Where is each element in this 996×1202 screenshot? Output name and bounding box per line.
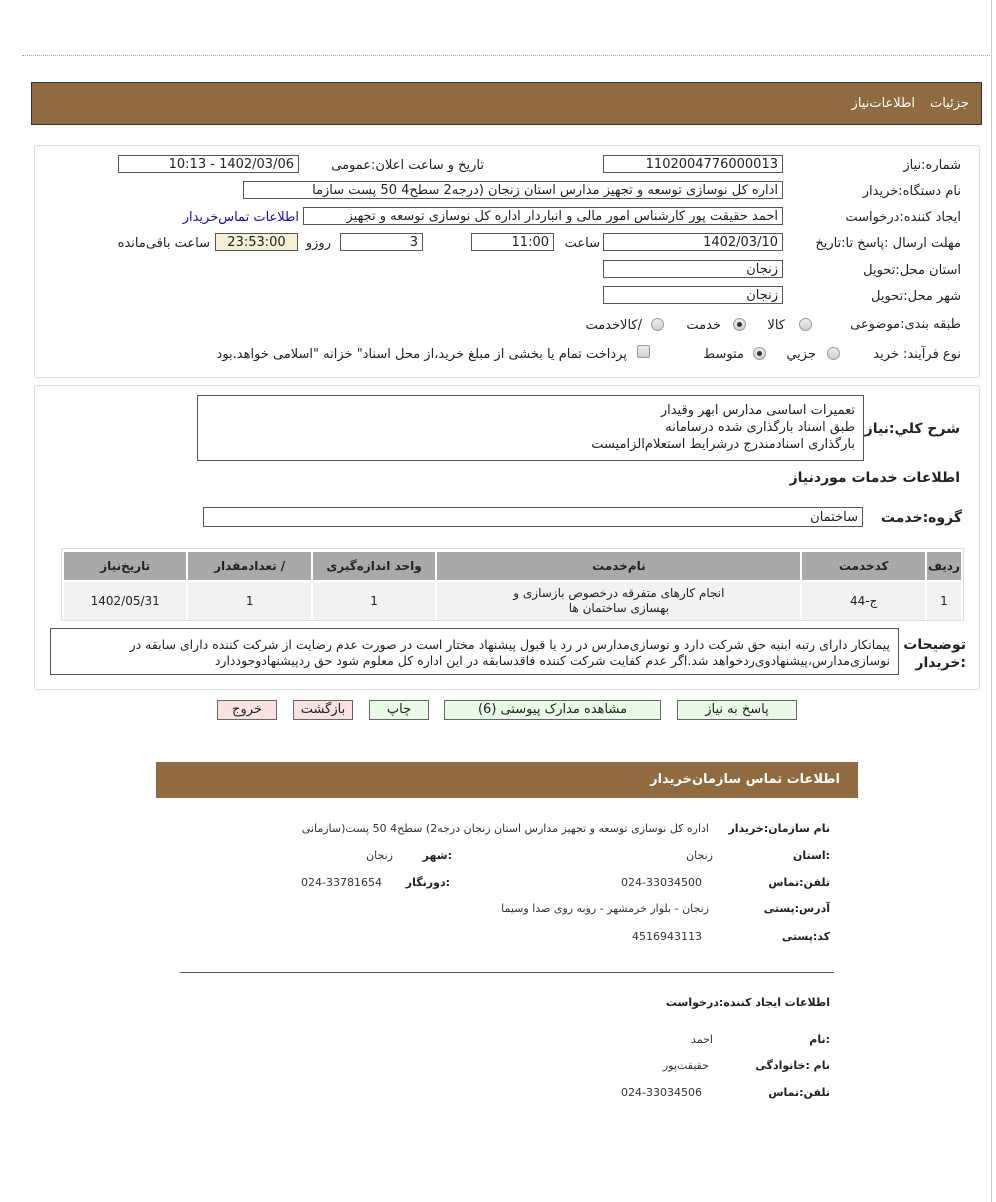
print-button[interactable]: چاپ: [369, 700, 429, 720]
col-service-code: کدخدمت: [802, 552, 924, 580]
deadline-date-field: 1402/03/10: [603, 233, 783, 251]
contact-title: اطلاعات تماس سازمان‌خریدار: [650, 772, 840, 787]
contact-address-label: آدرس:پستی: [763, 902, 830, 915]
services-table-header: [64, 552, 961, 580]
creator-field: احمد حقیقت پور کارشناس امور مالی و انباردار اداره کل نوسازی توسعه و تجهیز: [303, 207, 783, 225]
announce-field: 1402/03/06 - 10:13: [118, 155, 299, 173]
services-table: [62, 550, 963, 622]
buyer-notes-line-2: نوسازی‌مدارس،پیشنهادوی‌ردخواهد شد.اگر عدم کفایت شرکت کننده فاقدسابقه در این اداره کل معلوم شود حق ردپیشنهادوجوددارد: [214, 653, 890, 668]
contact-province-value: زنجان: [686, 849, 713, 862]
exit-button[interactable]: خروج: [217, 700, 277, 720]
page-right-rule: [991, 0, 992, 1202]
description-box: [197, 395, 864, 461]
header-bar: [31, 82, 982, 125]
creator-name-value: احمد: [691, 1033, 713, 1046]
announce-label: تاریخ و ساعت اعلان:عمومی: [331, 158, 484, 173]
org-label: نام دستگاه:خریدار: [862, 184, 961, 199]
category-service-radio[interactable]: [733, 318, 746, 331]
buyer-notes-label-line-1: توضیحات: [903, 637, 966, 653]
back-button[interactable]: بازگشت: [293, 700, 353, 720]
contact-province-label: :استان: [793, 849, 830, 862]
description-label: شرح کلي:نياز: [864, 421, 960, 437]
need-info-panel: [34, 145, 980, 378]
category-goods-service-radio[interactable]: [651, 318, 664, 331]
contact-header-bar: [156, 762, 858, 798]
cell-quantity: 1: [188, 582, 310, 620]
contact-phone-label: تلفن:تماس: [768, 876, 830, 889]
services-title: اطلاعات خدمات موردنیاز: [789, 470, 960, 486]
deadline-time-field: 11:00: [471, 233, 554, 251]
description-line-1: تعمیرات اساسی مدارس ابهر وقیدار: [660, 403, 855, 418]
category-label: طبقه بندی:موضوعی: [850, 317, 961, 332]
treasury-payment-note: پرداخت تمام یا بخشی از مبلغ خرید،از محل اسناد" خزانه "اسلامی خواهد.بود: [216, 347, 627, 362]
contact-fax-value: 024-33781654: [301, 876, 382, 889]
deadline-time-label: ساعت: [564, 236, 600, 251]
service-name-line-1: انجام کارهای متفرقه درخصوص بازسازی و: [513, 586, 725, 600]
contact-city-label: :شهر: [422, 849, 452, 862]
org-field: اداره کل نوسازی توسعه و تجهیز مدارس استان زنجان (درجه2 سطح4 50 پست سازما: [243, 181, 783, 199]
service-group-label: گروه:خدمت: [880, 510, 962, 526]
category-goods-label: کالا: [767, 318, 785, 333]
contact-org-label: نام سازمان:خریدار: [728, 822, 830, 835]
cell-unit: 1: [313, 582, 435, 620]
days-field: 3: [340, 233, 423, 251]
contact-city-value: زنجان: [366, 849, 393, 862]
col-need-date: تاریخ‌نیاز: [64, 552, 186, 580]
process-partial-label: جزيي: [786, 347, 816, 362]
treasury-payment-checkbox[interactable]: [637, 345, 650, 358]
contact-fax-label: :دورنگار: [405, 876, 450, 889]
process-label: نوع فرآیند: خرید: [873, 347, 961, 362]
category-goods-radio[interactable]: [799, 318, 812, 331]
col-service-name: نام‌خدمت: [437, 552, 800, 580]
service-group-field: ساختمان: [203, 507, 863, 527]
remaining-time-field: 23:53:00: [215, 233, 298, 251]
buyer-contact-link[interactable]: اطلاعات تماس‌خریدار: [182, 210, 299, 225]
view-documents-button[interactable]: مشاهده مدارک پیوستی (6): [444, 700, 661, 720]
contact-address-value: زنجان - بلوار خرمشهر - روبه روی صدا وسیما: [501, 902, 709, 915]
table-row: [64, 582, 961, 620]
cell-need-date: 1402/05/31: [64, 582, 186, 620]
process-medium-label: متوسط: [703, 347, 744, 362]
creator-phone-label: تلفن:تماس: [768, 1086, 830, 1099]
cell-service-name: [437, 582, 800, 620]
remaining-label: ساعت باقی‌مانده: [117, 236, 210, 251]
contact-org-value: اداره کل نوسازی توسعه و تجهیز مدارس استان زنجان درجه2) سطح4 50 پست(سازمانی: [301, 822, 709, 835]
contact-postal-label: کد:پستی: [781, 930, 830, 943]
buyer-notes-label-line-2: :خریدار: [915, 655, 966, 671]
creator-name-label: :نام: [809, 1033, 830, 1046]
description-line-3: بارگذاری اسنادمندرج درشرایط استعلام‌الزامیست: [591, 437, 855, 452]
province-label: استان محل:تحویل: [863, 263, 961, 278]
reply-button[interactable]: پاسخ به نیاز: [677, 700, 797, 720]
need-number-field: 1102004776000013: [603, 155, 783, 173]
creator-family-value: حقیقت‌پور: [662, 1059, 709, 1072]
contact-divider: [180, 972, 834, 973]
category-service-label: خدمت: [686, 318, 721, 333]
city-label: شهر محل:تحویل: [871, 289, 961, 304]
tab-details[interactable]: جزئیات: [930, 96, 969, 111]
tab-need-info[interactable]: اطلاعات‌نیاز: [851, 96, 915, 111]
process-partial-radio[interactable]: [827, 347, 840, 360]
cell-service-code: ج-44: [802, 582, 924, 620]
deadline-label: مهلت ارسال :پاسخ تا:تاریخ: [815, 236, 961, 251]
creator-label: ایجاد کننده:درخواست: [845, 210, 961, 225]
need-number-label: شماره:نیاز: [903, 158, 961, 173]
service-name-line-2: بهسازی ساختمان ها: [568, 601, 669, 615]
province-field: زنجان: [603, 260, 783, 278]
process-medium-radio[interactable]: [753, 347, 766, 360]
creator-phone-value: 024-33034506: [621, 1086, 702, 1099]
contact-phone-value: 024-33034500: [621, 876, 702, 889]
top-divider: [22, 55, 992, 56]
city-field: زنجان: [603, 286, 783, 304]
category-goods-service-label: /کالاخدمت: [585, 318, 642, 333]
creator-family-label: نام :خانوادگی: [755, 1059, 830, 1072]
col-unit: واحد اندازه‌گیری: [313, 552, 435, 580]
cell-row: 1: [927, 582, 961, 620]
buyer-notes-line-1: پیمانکار دارای رتبه ابنیه حق شرکت دارد و نوسازی‌مدارس در رد یا قبول پیشنهاد مختار است در صورت عدم رضایت از شرکت کننده دارای سابقه در: [129, 637, 890, 652]
buyer-notes-box: [50, 628, 899, 675]
creator-info-title: اطلاعات ایجاد کننده:درخواست: [665, 996, 830, 1009]
contact-postal-value: 4516943113: [632, 930, 702, 943]
description-line-2: طبق اسناد بارگذاری شده درسامانه: [665, 420, 855, 435]
buyer-notes-label: [903, 636, 966, 672]
days-label: روزو: [305, 236, 331, 251]
col-row: ردیف: [927, 552, 961, 580]
col-quantity: / تعدادمقدار: [188, 552, 310, 580]
